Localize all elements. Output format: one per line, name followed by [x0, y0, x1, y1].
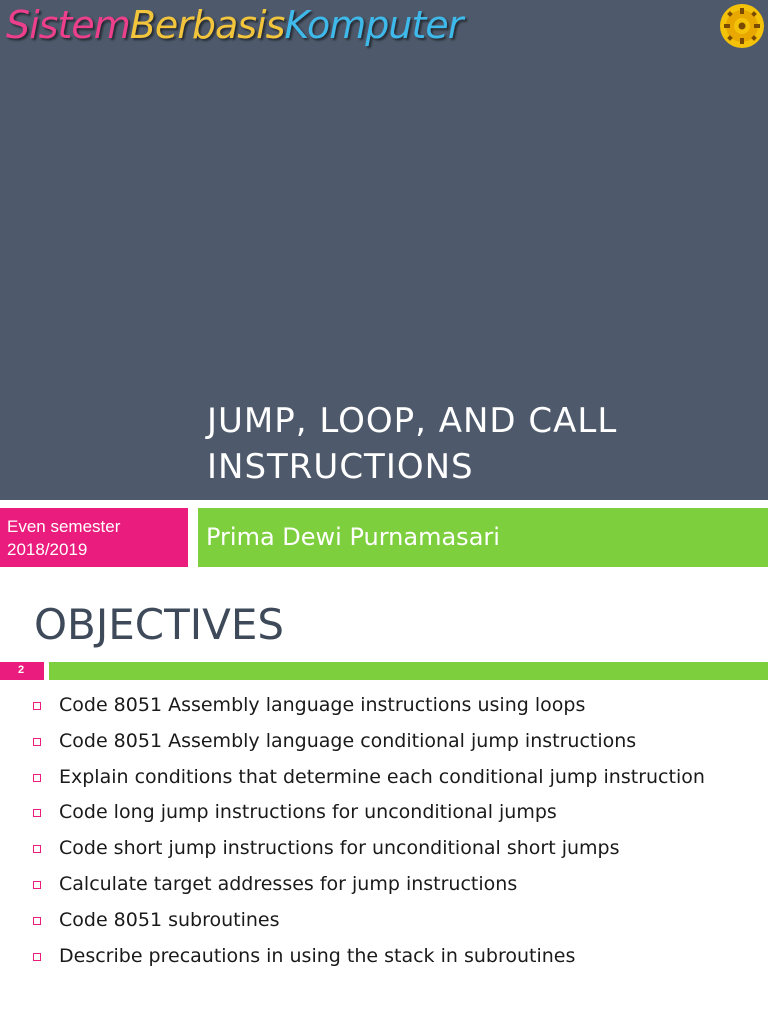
title-slide — [0, 0, 768, 500]
semester-year: 2018/2019 — [7, 540, 88, 559]
list-item — [0, 867, 768, 903]
slide-title-line-1: JUMP, LOOP, AND CALL — [207, 401, 618, 441]
square-bullet-icon — [33, 845, 41, 853]
square-bullet-icon — [33, 881, 41, 889]
list-item — [0, 688, 768, 724]
list-item — [0, 760, 768, 796]
course-brand-title — [6, 0, 462, 50]
objective-text: Describe precautions in using the stack in subroutines — [59, 945, 576, 967]
list-item — [0, 724, 768, 760]
author-box — [198, 508, 768, 567]
objective-text: Code long jump instructions for unconditional jumps — [59, 801, 557, 823]
brand-part-sistem: Sistem — [6, 3, 130, 47]
objectives-title: OBJECTIVES — [34, 600, 285, 649]
slide-gap — [0, 567, 768, 575]
university-emblem-icon — [718, 2, 766, 50]
brand-part-berbasis: Berbasis — [129, 3, 285, 47]
list-item — [0, 795, 768, 831]
square-bullet-icon — [33, 702, 41, 710]
objective-text: Calculate target addresses for jump instructions — [59, 873, 518, 895]
square-bullet-icon — [33, 738, 41, 746]
list-item — [0, 939, 768, 975]
page-number-badge — [0, 662, 44, 680]
square-bullet-icon — [33, 953, 41, 961]
objective-text: Code 8051 Assembly language instructions using loops — [59, 694, 586, 716]
header-accent-bar — [49, 662, 768, 680]
square-bullet-icon — [33, 917, 41, 925]
square-bullet-icon — [33, 809, 41, 817]
page-number: 2 — [18, 664, 25, 676]
brand-part-komputer: Komputer — [284, 3, 463, 47]
divider — [0, 500, 768, 508]
semester-label: Even semester — [7, 517, 121, 536]
objective-text: Code 8051 subroutines — [59, 909, 280, 931]
slide-title-line-2: INSTRUCTIONS — [207, 447, 474, 487]
slide-title — [207, 398, 747, 490]
list-item — [0, 903, 768, 939]
objective-text: Code 8051 Assembly language conditional jump instructions — [59, 730, 637, 752]
square-bullet-icon — [33, 774, 41, 782]
objective-text: Explain conditions that determine each conditional jump instruction — [59, 766, 705, 788]
semester-box — [0, 508, 188, 567]
author-name: Prima Dewi Purnamasari — [206, 523, 500, 551]
objective-text: Code short jump instructions for unconditional short jumps — [59, 837, 620, 859]
list-item — [0, 831, 768, 867]
